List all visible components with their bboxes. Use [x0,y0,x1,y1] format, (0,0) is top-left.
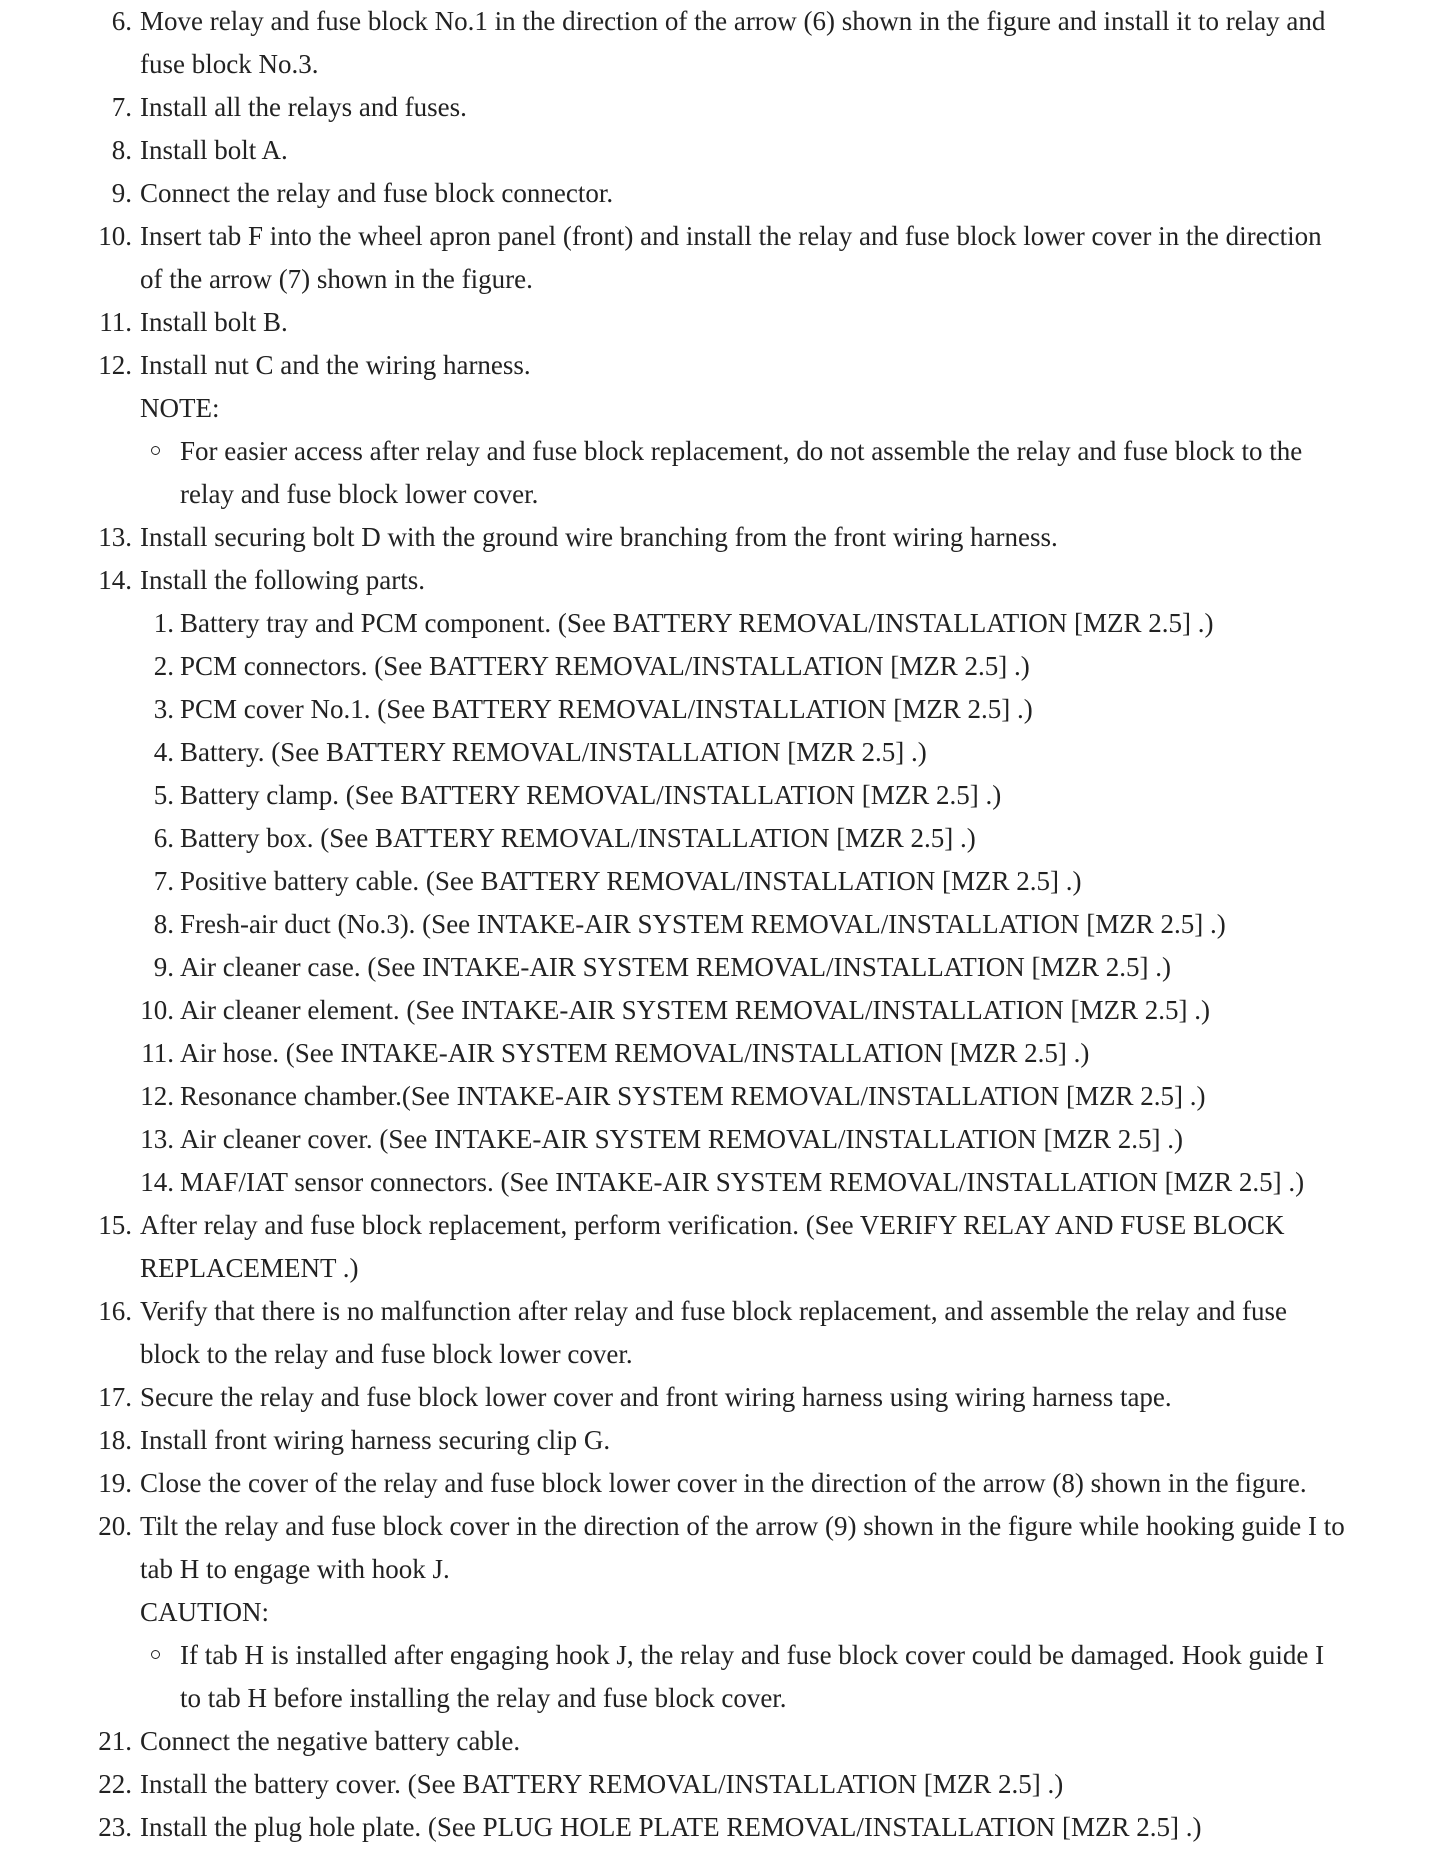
step-number: 15. [98,1210,132,1240]
step-text: Install nut C and the wiring harness. [140,350,531,380]
sub-step-text: Air cleaner case. (See INTAKE-AIR SYSTEM REMOVAL/INSTALLATION [MZR 2.5] .) [180,952,1171,982]
sub-step-text: Battery. (See BATTERY REMOVAL/INSTALLATION [MZR 2.5] .) [180,737,927,767]
procedure-step [0,0,1445,86]
procedure-step [0,129,1445,172]
procedure-step [0,1376,1445,1419]
sub-steps-list [140,602,1345,1204]
step-text: Connect the negative battery cable. [140,1726,521,1756]
procedure-step [0,1806,1445,1849]
sub-step-number: 5. [153,780,174,810]
bullet-circle-icon [151,1650,160,1659]
sub-step [140,731,1345,774]
sub-step [140,602,1345,645]
step-number: 19. [98,1468,132,1498]
sub-step-number: 14. [140,1167,174,1197]
step-text: Install the battery cover. (See BATTERY REMOVAL/INSTALLATION [MZR 2.5] .) [140,1769,1064,1799]
sub-step [140,989,1345,1032]
step-number: 17. [98,1382,132,1412]
step-text: Install all the relays and fuses. [140,92,467,122]
sub-step-number: 8. [153,909,174,939]
sub-step [140,1032,1345,1075]
step-number: 6. [111,6,132,36]
step-number: 22. [98,1769,132,1799]
procedure-step [0,1505,1445,1720]
sub-step [140,645,1345,688]
step-number: 20. [98,1511,132,1541]
sub-step [140,903,1345,946]
sub-step-text: Air cleaner element. (See INTAKE-AIR SYSTEM REMOVAL/INSTALLATION [MZR 2.5] .) [180,995,1210,1025]
procedure-step [0,86,1445,129]
step-text: Close the cover of the relay and fuse block lower cover in the direction of the arrow (8) shown in the figure. [140,1468,1307,1498]
step-number: 23. [98,1812,132,1842]
step-number: 12. [98,350,132,380]
step-number: 8. [111,135,132,165]
step-text: Tilt the relay and fuse block cover in the direction of the arrow (9) shown in the figure while hooking guide I to tab H to engage with hook J. [140,1511,1345,1584]
procedure-step [0,344,1445,516]
sub-step-number: 1. [153,608,174,638]
note-list [140,1634,1345,1720]
step-text: Install front wiring harness securing clip G. [140,1425,611,1455]
step-text: After relay and fuse block replacement, perform verification. (See VERIFY RELAY AND FUSE BLOCK REPLACEMENT .) [140,1210,1285,1283]
step-text: Secure the relay and fuse block lower cover and front wiring harness using wiring harness tape. [140,1382,1172,1412]
sub-step-text: PCM cover No.1. (See BATTERY REMOVAL/INSTALLATION [MZR 2.5] .) [180,694,1033,724]
step-number: 10. [98,221,132,251]
sub-step-number: 7. [153,866,174,896]
step-number: 13. [98,522,132,552]
procedure-step [0,1720,1445,1763]
sub-step [140,688,1345,731]
sub-step [140,860,1345,903]
sub-step [140,946,1345,989]
sub-step-text: Positive battery cable. (See BATTERY REMOVAL/INSTALLATION [MZR 2.5] .) [180,866,1082,896]
step-number: 14. [98,565,132,595]
step-text: Verify that there is no malfunction after relay and fuse block replacement, and assemble the relay and fuse block to the relay and fuse block lower cover. [140,1296,1288,1369]
step-number: 9. [111,178,132,208]
procedure-step [0,301,1445,344]
sub-step-number: 13. [140,1124,174,1154]
sub-step [140,1118,1345,1161]
sub-step-number: 3. [153,694,174,724]
step-text: Install securing bolt D with the ground wire branching from the front wiring harness. [140,522,1058,552]
procedure-step [0,215,1445,301]
step-number: 21. [98,1726,132,1756]
procedure-step [0,1763,1445,1806]
sub-step-number: 4. [153,737,174,767]
step-number: 16. [98,1296,132,1326]
procedure-step [0,1462,1445,1505]
step-number: 18. [98,1425,132,1455]
note-item [140,430,1345,516]
sub-step [140,1161,1345,1204]
note-list [140,430,1345,516]
note-item-text: For easier access after relay and fuse block replacement, do not assemble the relay and fuse block to the relay and fuse block lower cover. [180,436,1303,509]
caution-label: CAUTION: [140,1597,269,1627]
sub-step-text: Fresh-air duct (No.3). (See INTAKE-AIR SYSTEM REMOVAL/INSTALLATION [MZR 2.5] .) [180,909,1226,939]
sub-step-number: 10. [140,995,174,1025]
note-item-text: If tab H is installed after engaging hook J, the relay and fuse block cover could be damaged. Hook guide I to tab H before installing the relay and fuse block cover. [180,1640,1325,1713]
step-text: Install the plug hole plate. (See PLUG HOLE PLATE REMOVAL/INSTALLATION [MZR 2.5] .) [140,1812,1202,1842]
procedure-step [0,559,1445,1204]
procedure-step [0,1419,1445,1462]
step-text: Install the following parts. [140,565,425,595]
bullet-circle-icon [151,446,160,455]
procedure-step [0,1290,1445,1376]
sub-step-number: 6. [153,823,174,853]
procedure-step [0,172,1445,215]
sub-step-text: Air hose. (See INTAKE-AIR SYSTEM REMOVAL/INSTALLATION [MZR 2.5] .) [180,1038,1090,1068]
sub-step-text: MAF/IAT sensor connectors. (See INTAKE-AIR SYSTEM REMOVAL/INSTALLATION [MZR 2.5] .) [180,1167,1305,1197]
sub-step-text: PCM connectors. (See BATTERY REMOVAL/INSTALLATION [MZR 2.5] .) [180,651,1030,681]
sub-step [140,817,1345,860]
sub-step-text: Battery tray and PCM component. (See BATTERY REMOVAL/INSTALLATION [MZR 2.5] .) [180,608,1214,638]
sub-step-number: 12. [140,1081,174,1111]
sub-step-number: 9. [153,952,174,982]
step-text: Move relay and fuse block No.1 in the direction of the arrow (6) shown in the figure and install it to relay and fuse block No.3. [140,6,1326,79]
step-text: Insert tab F into the wheel apron panel (front) and install the relay and fuse block lower cover in the direction of the arrow (7) shown in the figure. [140,221,1322,294]
note-label: NOTE: [140,393,220,423]
step-number: 7. [111,92,132,122]
step-text: Connect the relay and fuse block connector. [140,178,614,208]
sub-step-text: Battery box. (See BATTERY REMOVAL/INSTALLATION [MZR 2.5] .) [180,823,976,853]
procedure-step [0,516,1445,559]
sub-step [140,774,1345,817]
sub-step-number: 2. [153,651,174,681]
sub-step-text: Air cleaner cover. (See INTAKE-AIR SYSTEM REMOVAL/INSTALLATION [MZR 2.5] .) [180,1124,1183,1154]
step-text: Install bolt A. [140,135,288,165]
sub-step-text: Battery clamp. (See BATTERY REMOVAL/INSTALLATION [MZR 2.5] .) [180,780,1002,810]
sub-step-text: Resonance chamber.(See INTAKE-AIR SYSTEM REMOVAL/INSTALLATION [MZR 2.5] .) [180,1081,1206,1111]
note-item [140,1634,1345,1720]
procedure-step [0,1204,1445,1290]
step-text: Install bolt B. [140,307,288,337]
step-number: 11. [99,307,132,337]
sub-step [140,1075,1345,1118]
sub-step-number: 11. [141,1038,174,1068]
